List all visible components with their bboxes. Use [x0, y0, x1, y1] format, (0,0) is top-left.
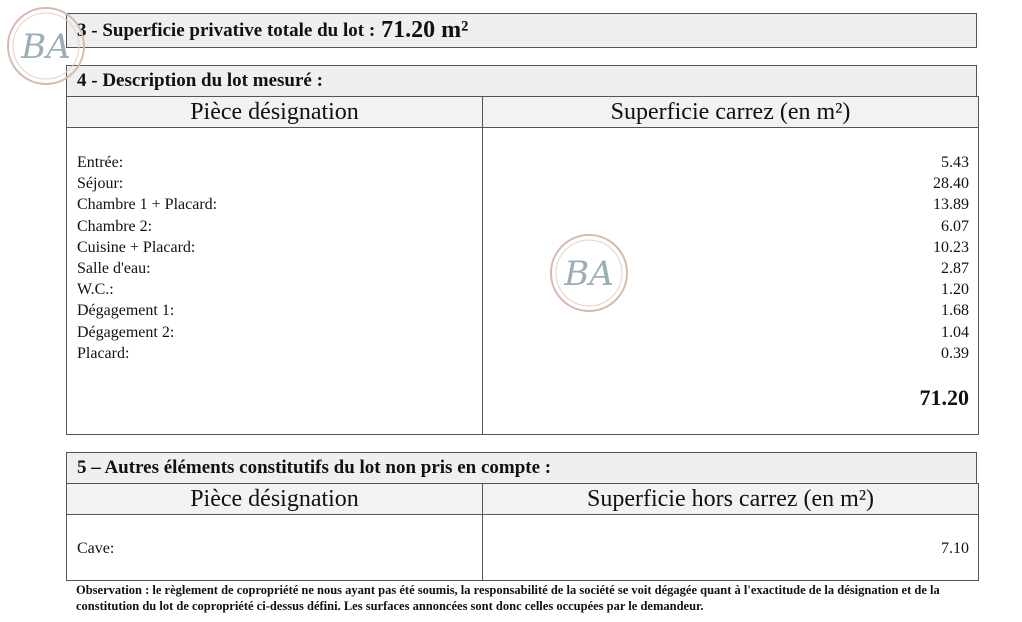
- hors-carrez-table: [66, 483, 979, 581]
- room-name: Dégagement 1:: [77, 302, 175, 320]
- svg-text:BA: BA: [564, 254, 614, 294]
- room-name: Salle d'eau:: [77, 260, 151, 278]
- room-name: Séjour:: [77, 175, 124, 193]
- room-area: 2.87: [941, 260, 969, 278]
- room-areas-list: [933, 152, 969, 364]
- annex-names-list: [77, 538, 114, 559]
- room-area: 1.68: [941, 302, 969, 320]
- room-area: 10.23: [933, 238, 969, 256]
- room-name: Chambre 2:: [77, 217, 153, 235]
- column-divider: [482, 97, 483, 434]
- room-names-list: [77, 152, 217, 364]
- room-name: Placard:: [77, 344, 130, 362]
- room-area: 1.20: [941, 281, 969, 299]
- column-divider: [482, 484, 483, 580]
- seal-monogram: BA: [21, 27, 71, 67]
- room-name: Dégagement 2:: [77, 323, 175, 341]
- carrez-total: 71.20: [919, 385, 969, 410]
- room-name: W.C.:: [77, 281, 114, 299]
- room-name: Entrée:: [77, 154, 124, 171]
- section-4-header: [66, 65, 977, 97]
- section-3-label: 3 - Superficie privative totale du lot :: [77, 19, 376, 41]
- carrez-table: [66, 96, 979, 435]
- total-area-value: 71.20 m²: [381, 17, 469, 43]
- section-3-header: [66, 13, 977, 48]
- section-4-title: 4 - Description du lot mesuré :: [77, 70, 323, 91]
- room-area: 13.89: [933, 196, 969, 214]
- observation-note: Observation : le règlement de copropriété ne nous ayant pas été soumis, la responsabilité de la société se voit dégagée quant à l'exactitude de la désignation et de la constitution du lot de copropriété ci-dessus défini. Les surfaces annoncées sont donc celles occupées par le demandeur.: [76, 583, 940, 613]
- watermark-seal-logo: [549, 233, 629, 313]
- company-seal-logo: [6, 6, 86, 86]
- room-area: 6.07: [941, 217, 969, 235]
- annex-areas-list: [941, 538, 969, 559]
- room-name: Cave:: [77, 540, 115, 557]
- column-header-piece: Pièce désignation: [67, 97, 482, 128]
- column-header-superficie-carrez: Superficie carrez (en m²): [483, 97, 978, 128]
- section-5-header: [66, 452, 977, 484]
- column-header-superficie-hors-carrez: Superficie hors carrez (en m²): [483, 484, 978, 515]
- room-area: 28.40: [933, 175, 969, 193]
- room-name: Cuisine + Placard:: [77, 238, 196, 256]
- room-area: 1.04: [941, 323, 969, 341]
- column-header-piece: Pièce désignation: [67, 484, 482, 515]
- room-area: 0.39: [941, 344, 969, 362]
- room-name: Chambre 1 + Placard:: [77, 196, 218, 214]
- room-area: 7.10: [941, 540, 969, 557]
- room-area: 5.43: [941, 154, 969, 171]
- section-5-title: 5 – Autres éléments constitutifs du lot non pris en compte :: [77, 457, 552, 478]
